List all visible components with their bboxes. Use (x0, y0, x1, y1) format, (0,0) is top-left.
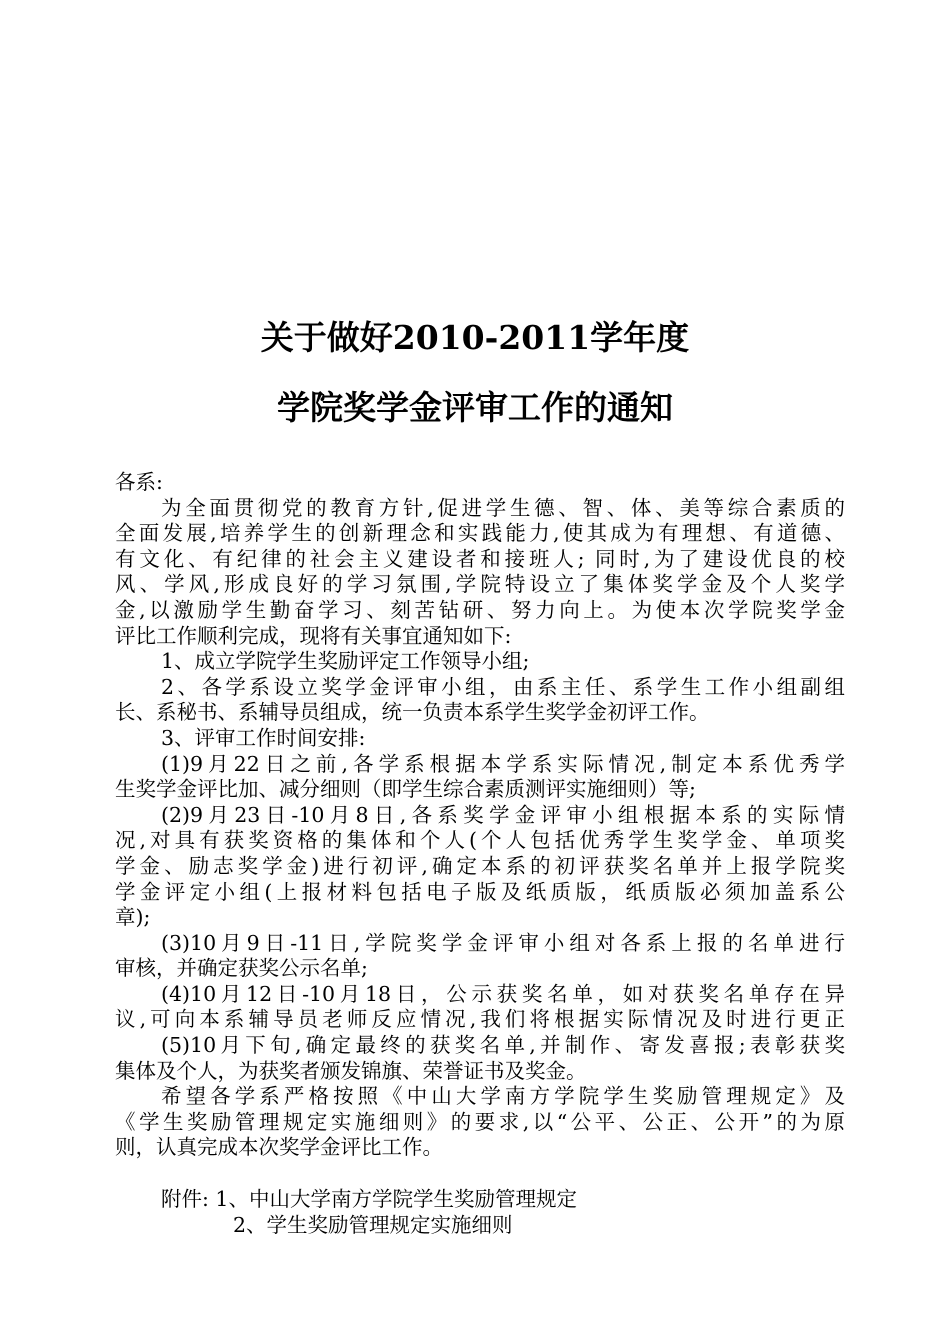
body-text-line: 学金评定小组(上报材料包括电子版及纸质版，纸质版必须加盖系公 (115, 879, 845, 904)
body-text-line: (1)9月22日之前,各学系根据本学系实际情况,制定本系优秀学 (161, 751, 845, 776)
body-text-line: (3)10月9日-11日,学院奖学金评审小组对各系上报的名单进行 (161, 930, 845, 955)
body-text-line: 1、成立学院学生奖励评定工作领导小组; (161, 649, 530, 674)
paragraph-gap (115, 1161, 845, 1187)
body-text-line: 希望各学系严格按照《中山大学南方学院学生奖励管理规定》及 (161, 1084, 845, 1109)
body-text-line: 评比工作顺利完成，现将有关事宜通知如下: (115, 623, 512, 648)
body-text-line: 生奖学金评比加、减分细则（即学生综合素质测评实施细则）等; (115, 777, 696, 802)
body-text-line: 全面发展,培养学生的创新理念和实践能力,使其成为有理想、有道德、 (115, 521, 845, 546)
body-text-line: 3、评审工作时间安排: (161, 725, 366, 750)
body-text-line: 2、各学系设立奖学金评审小组，由系主任、系学生工作小组副组 (161, 674, 845, 699)
body-text-line: 金,以激励学生勤奋学习、刻苦钻研、努力向上。为使本次学院奖学金 (115, 597, 845, 622)
body-text-line: (4)10月12日-10月18日，公示获奖名单，如对获奖名单存在异 (161, 981, 845, 1006)
document-body (115, 470, 845, 1238)
body-text-line: 为全面贯彻党的教育方针,促进学生德、智、体、美等综合素质的 (161, 495, 845, 520)
body-text-line: 有文化、有纪律的社会主义建设者和接班人; 同时,为了建设优良的校 (115, 546, 845, 571)
body-text-line: 各系: (115, 470, 163, 494)
body-text-line: 集体及个人，为获奖者颁发锦旗、荣誉证书及奖金。 (115, 1058, 587, 1083)
body-text-line: 风、学风,形成良好的学习氛围,学院特设立了集体奖学金及个人奖学 (115, 572, 845, 597)
body-text-line: 章); (115, 905, 151, 930)
document-title-line-1: 关于做好2010-2011学年度 (260, 318, 690, 357)
body-text-line: 议,可向本系辅导员老师反应情况,我们将根据实际情况及时进行更正 (115, 1007, 845, 1032)
body-text-line: (2)9月23日-10月8日,各系奖学金评审小组根据本系的实际情 (161, 802, 845, 827)
document-title-line-2: 学院奖学金评审工作的通知 (277, 388, 673, 427)
body-text-line: 审核，并确定获奖公示名单; (115, 956, 368, 981)
body-text-line: 《学生奖励管理规定实施细则》的要求,以“公平、公正、公开”的为原 (115, 1109, 845, 1134)
body-text-line: 况,对具有获奖资格的集体和个人(个人包括优秀学生奖学金、单项奖 (115, 828, 845, 853)
body-text-line: 长、系秘书、系辅导员组成，统一负责本系学生奖学金初评工作。 (115, 700, 710, 725)
body-lines (115, 470, 845, 1161)
body-text-line: 则，认真完成本次奖学金评比工作。 (115, 1135, 443, 1160)
body-text-line: (5)10月下旬,确定最终的获奖名单,并制作、寄发喜报;表彰获奖 (161, 1033, 845, 1058)
body-text-line: 学金、励志奖学金)进行初评,确定本系的初评获奖名单并上报学院奖 (115, 853, 845, 878)
attachment-line-2: 2、学生奖励管理规定实施细则 (233, 1212, 513, 1237)
attachment-line-1: 附件: 1、中山大学南方学院学生奖励管理规定 (161, 1187, 577, 1212)
